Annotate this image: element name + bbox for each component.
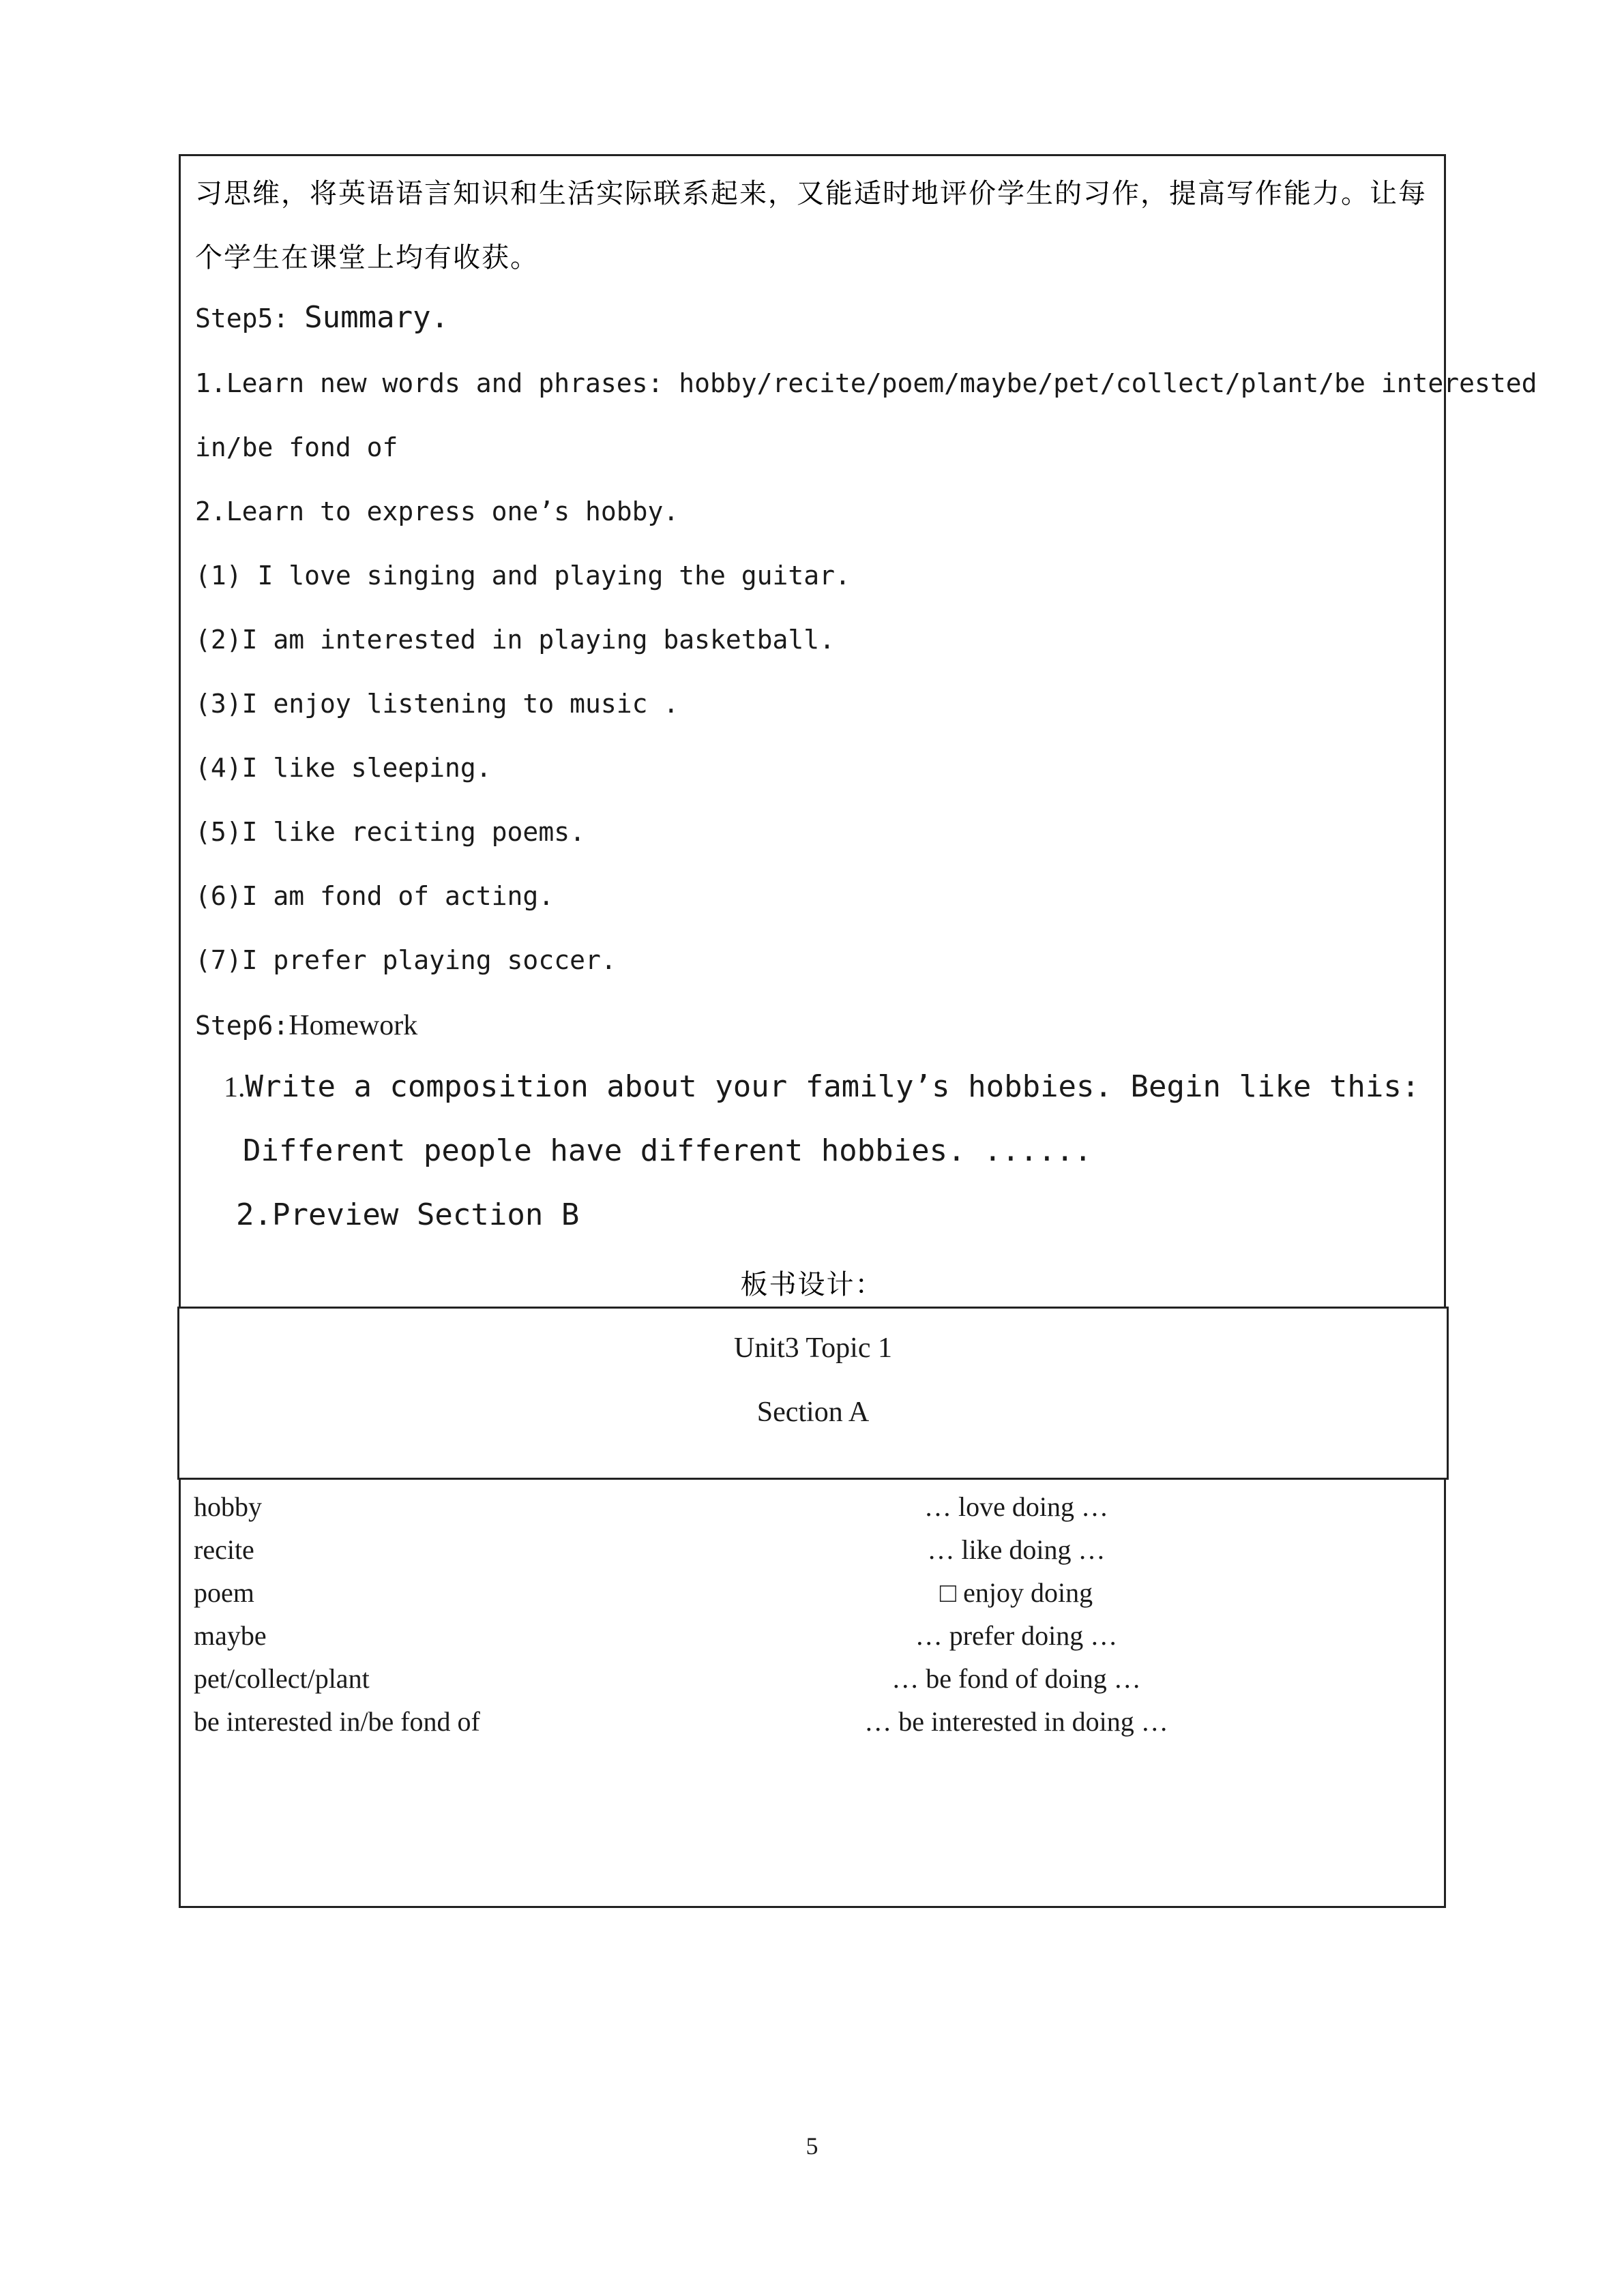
board-pattern: … like doing …	[927, 1534, 1106, 1565]
board-word: be interested in/be fond of	[194, 1706, 480, 1737]
homework-item-1-number: 1.	[224, 1072, 246, 1103]
board-section-title: Section A	[756, 1397, 870, 1428]
board-title-cell	[177, 1307, 1449, 1480]
step6-prefix: Step6:	[195, 1011, 289, 1041]
summary-item-1-line-1: 1.Learn new words and phrases: hobby/recite/poem/maybe/pet/collect/plant/be interested	[195, 368, 1537, 398]
homework-item-1-line-2: Different people have different hobbies. ......	[243, 1133, 1093, 1168]
example-sentence: (3)I enjoy listening to music .	[195, 689, 679, 719]
board-unit-title: Unit3 Topic 1	[734, 1332, 892, 1364]
board-design-heading: 板书设计：	[740, 1269, 884, 1300]
example-sentence: (4)I like sleeping.	[195, 753, 492, 783]
board-pattern: □ enjoy doing	[939, 1577, 1093, 1608]
summary-item-2: 2.Learn to express one’s hobby.	[195, 496, 679, 526]
board-word: maybe	[194, 1620, 267, 1651]
example-sentence: (7)I prefer playing soccer.	[195, 945, 617, 975]
board-pattern: … love doing …	[924, 1491, 1108, 1522]
example-sentence: (2)I am interested in playing basketball.	[195, 625, 835, 655]
step5-prefix: Step5:	[195, 303, 305, 333]
page-number: 5	[806, 2132, 818, 2160]
intro-line-1: 习思维，将英语语言知识和生活实际联系起来，又能适时地评价学生的习作，提高写作能力。让每	[195, 178, 1427, 209]
board-pattern: … be interested in doing …	[864, 1706, 1168, 1737]
example-sentence: (5)I like reciting poems.	[195, 817, 585, 847]
example-sentence: (6)I am fond of acting.	[195, 881, 555, 911]
board-word: recite	[194, 1534, 254, 1565]
example-sentence: (1) I love singing and playing the guitar.	[195, 561, 851, 591]
summary-item-1-line-2: in/be fond of	[195, 432, 398, 462]
step6-title: Homework	[289, 1010, 418, 1041]
board-pattern: … prefer doing …	[915, 1620, 1118, 1651]
homework-item-2: 2.Preview Section B	[236, 1197, 580, 1232]
step5-title: Summary.	[304, 300, 449, 335]
board-word: pet/collect/plant	[194, 1663, 370, 1694]
intro-line-2: 个学生在课堂上均有收获。	[195, 242, 539, 273]
homework-item-1-text: Write a composition about your family’s hobbies. Begin like this:	[245, 1069, 1420, 1104]
step6-heading	[195, 1009, 417, 1042]
board-word: hobby	[194, 1491, 262, 1522]
board-word: poem	[194, 1577, 254, 1608]
homework-item-1-line-1	[224, 1069, 1419, 1104]
board-pattern: … be fond of doing …	[891, 1663, 1141, 1694]
step5-heading	[195, 300, 449, 335]
